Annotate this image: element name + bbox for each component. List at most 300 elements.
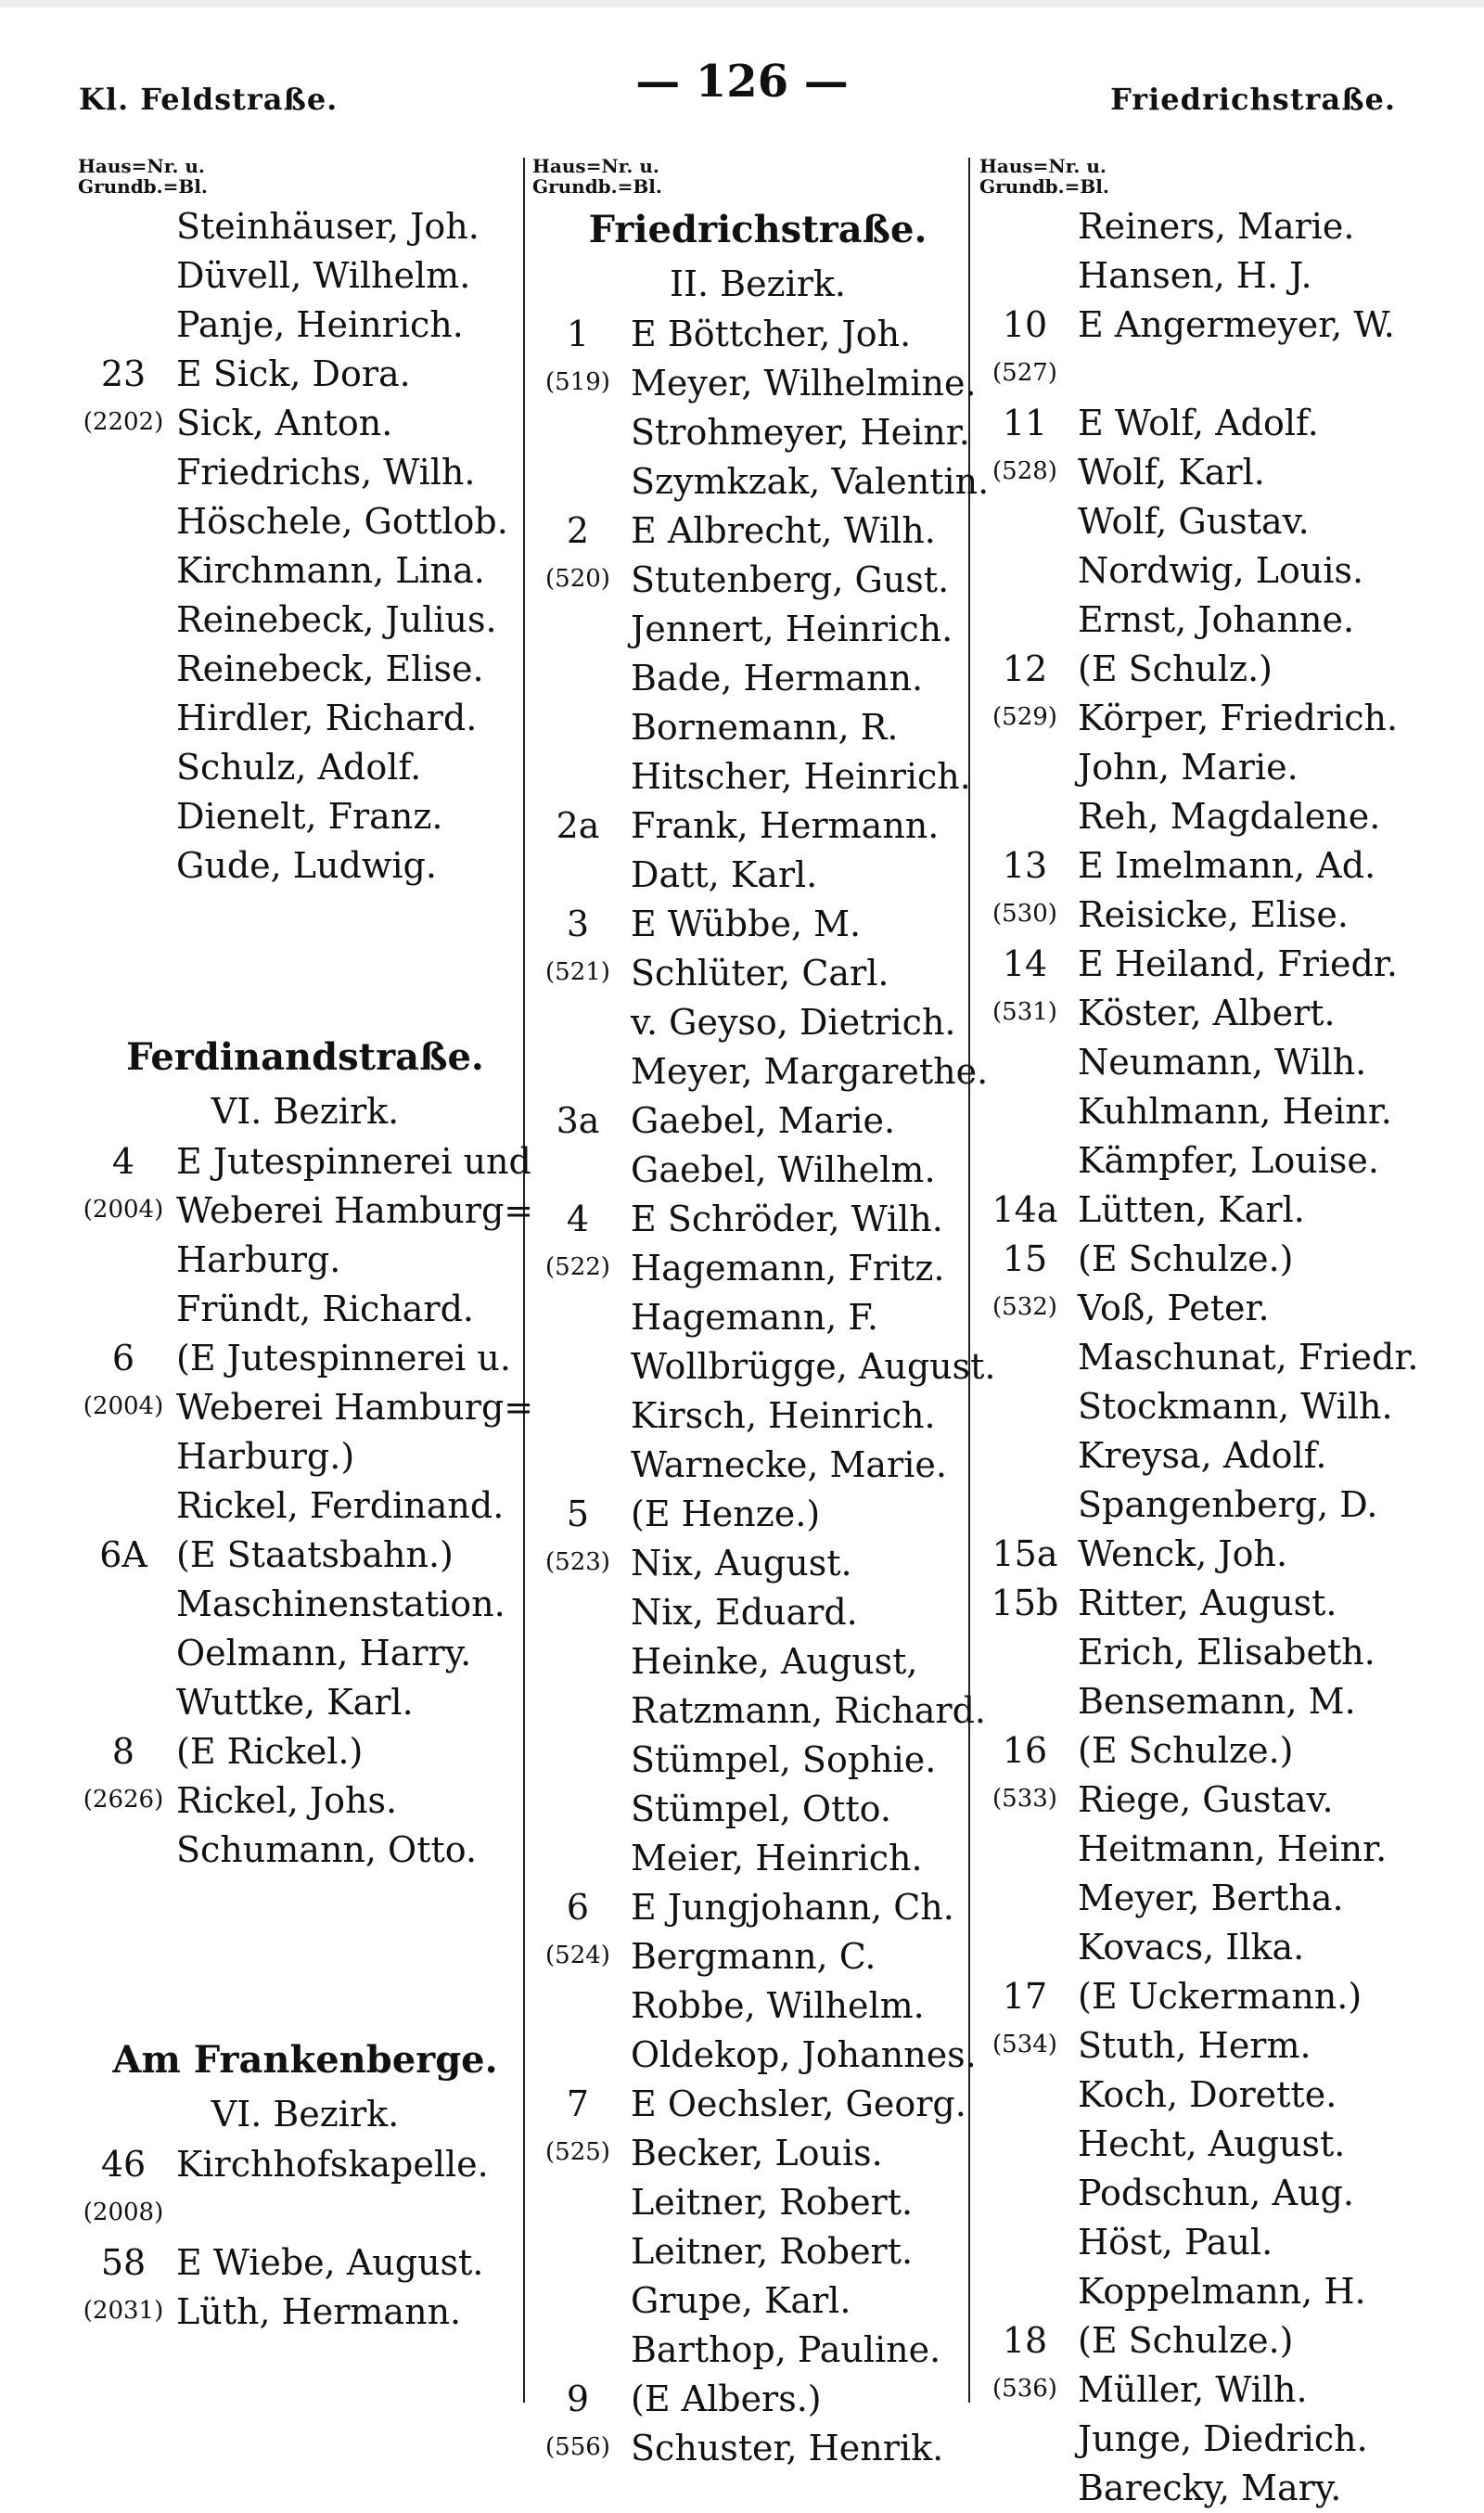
directory-entry: [527, 2227, 970, 2276]
street-heading: Am Frankenberge.: [112, 2038, 498, 2082]
district-heading: VI. Bezirk.: [211, 1091, 400, 1132]
resident-name: Steinhäuser, Joh.: [176, 206, 480, 247]
resident-name: Gaebel, Wilhelm.: [631, 1149, 936, 1190]
house-number: 18: [1002, 2320, 1048, 2361]
resident-name: Wuttke, Karl.: [176, 1682, 414, 1723]
directory-entry: [527, 1293, 970, 1342]
directory-entry: [72, 350, 519, 399]
house-number: 6A: [99, 1534, 147, 1575]
directory-entry: [72, 2189, 519, 2238]
directory-entry: [527, 1834, 970, 1883]
resident-name: (E Henze.): [631, 1494, 821, 1534]
resident-name: Wollbrügge, August.: [631, 1346, 996, 1387]
house-number: 10: [1002, 304, 1048, 345]
resident-name: Düvell, Wilhelm.: [176, 255, 471, 296]
house-number: (520): [545, 565, 610, 593]
house-number: 7: [566, 2083, 590, 2124]
resident-name: Gaebel, Marie.: [631, 1100, 896, 1141]
entry-list: [72, 202, 519, 891]
directory-entry: [527, 752, 970, 801]
page-edge: [0, 0, 1484, 7]
resident-name: Kirsch, Heinrich.: [631, 1395, 936, 1436]
running-head-left: Kl. Feldstraße.: [79, 82, 339, 117]
directory-entry: [974, 940, 1410, 989]
house-number: 2: [566, 510, 590, 551]
resident-name: Kovacs, Ilka.: [1078, 1927, 1305, 1968]
resident-name: E Schröder, Wilh.: [631, 1199, 943, 1239]
directory-entry: [72, 792, 519, 841]
resident-name: Barecky, Mary.: [1078, 2468, 1342, 2508]
house-number: 23: [100, 353, 147, 394]
resident-name: Junge, Diedrich.: [1078, 2418, 1368, 2459]
resident-name: v. Geyso, Dietrich.: [631, 1002, 956, 1043]
directory-entry: [72, 1531, 519, 1580]
resident-name: (E Staatsbahn.): [176, 1534, 454, 1575]
directory-entry: [527, 654, 970, 703]
resident-name: Harburg.): [176, 1436, 355, 1477]
resident-name: Koch, Dorette.: [1078, 2074, 1337, 2115]
directory-entry: [527, 703, 970, 752]
resident-name: Stutenberg, Gust.: [631, 559, 950, 600]
directory-entry: [974, 2071, 1410, 2120]
directory-entry: [527, 851, 970, 900]
directory-entry: [527, 1195, 970, 1244]
house-number: (2004): [83, 1196, 164, 1224]
column-header-line2: Grundb.=Bl.: [979, 175, 1109, 198]
resident-name: Becker, Louis.: [631, 2133, 883, 2173]
directory-entry: [527, 1342, 996, 1391]
directory-entry: [527, 359, 977, 408]
resident-name: Nix, August.: [631, 1543, 852, 1583]
directory-entry: [72, 1285, 519, 1334]
resident-name: Heitmann, Heinr.: [1078, 1828, 1388, 1869]
resident-name: Lütten, Karl.: [1078, 1189, 1305, 1230]
resident-name: Dienelt, Franz.: [176, 796, 443, 837]
column-header-line1: Haus=Nr. u.: [532, 155, 659, 177]
resident-name: Weberei Hamburg=: [176, 1190, 534, 1231]
entry-list: [527, 310, 996, 2473]
directory-entry: [72, 1432, 519, 1481]
resident-name: Reisicke, Elise.: [1078, 894, 1349, 935]
directory-entry: [974, 1776, 1410, 1825]
directory-entry: [527, 1391, 970, 1441]
resident-name: (E Jutespinnerei u.: [176, 1338, 511, 1378]
house-number: 15: [1002, 1238, 1048, 1279]
directory-entry: [974, 694, 1410, 743]
directory-entry: [974, 841, 1410, 891]
house-number: 13: [1002, 845, 1048, 886]
directory-entry: [527, 1785, 970, 1834]
directory-entry: [527, 1047, 989, 1096]
resident-name: John, Marie.: [1078, 747, 1298, 788]
resident-name: Barthop, Pauline.: [631, 2329, 941, 2370]
resident-name: Heinke, August,: [631, 1641, 918, 1682]
resident-name: E Wübbe, M.: [631, 904, 862, 944]
resident-name: Strohmeyer, Heinr.: [631, 412, 970, 453]
section-gap: [72, 1875, 519, 2032]
house-number: 5: [566, 1494, 590, 1534]
directory-entry: [527, 457, 990, 506]
directory-entry: [72, 497, 519, 546]
resident-name: Meyer, Bertha.: [1078, 1878, 1344, 1918]
house-number: 15a: [991, 1533, 1058, 1574]
resident-name: Ritter, August.: [1078, 1583, 1337, 1623]
resident-name: Fründt, Richard.: [176, 1289, 474, 1329]
directory-entry: [72, 1236, 519, 1285]
directory-entry: [527, 2129, 970, 2178]
directory-entry: [72, 301, 519, 350]
section-gap: [72, 891, 519, 1030]
directory-entry: [527, 900, 970, 949]
directory-entry: [974, 1874, 1410, 1923]
resident-name: E Heiland, Friedr.: [1078, 943, 1398, 984]
directory-entry: [72, 399, 519, 448]
directory-entry: [974, 1825, 1410, 1874]
resident-name: Hagemann, Fritz.: [631, 1248, 945, 1289]
directory-entry: [72, 1481, 519, 1531]
resident-name: Schumann, Otto.: [176, 1829, 478, 1870]
directory-entry: [974, 251, 1410, 301]
house-number: (531): [992, 998, 1057, 1026]
directory-entry: [527, 2424, 970, 2473]
resident-name: Grupe, Karl.: [631, 2280, 851, 2321]
resident-name: Hirdler, Richard.: [176, 698, 478, 738]
resident-name: Gude, Ludwig.: [176, 845, 437, 886]
resident-name: Maschunat, Friedr.: [1078, 1337, 1419, 1378]
resident-name: Panje, Heinrich.: [176, 304, 464, 345]
column-header-line2: Grundb.=Bl.: [78, 175, 208, 198]
entry-list: [72, 1137, 534, 1875]
resident-name: Reh, Magdalene.: [1078, 796, 1381, 837]
house-number: (2202): [83, 408, 164, 436]
resident-name: (E Schulze.): [1078, 1730, 1294, 1771]
resident-name: (E Schulze.): [1078, 2320, 1294, 2361]
directory-entry: [974, 2120, 1410, 2169]
resident-name: Oelmann, Harry.: [176, 1633, 472, 1673]
directory-entry: [527, 556, 970, 605]
directory-entry: [72, 841, 519, 891]
house-number: 14a: [991, 1189, 1058, 1230]
directory-entry: [974, 1628, 1410, 1677]
house-number: (519): [545, 368, 610, 396]
resident-name: E Angermeyer, W.: [1078, 304, 1395, 345]
resident-name: Schuster, Henrik.: [631, 2428, 944, 2468]
directory-entry: [72, 1334, 519, 1383]
directory-entry: [527, 1146, 970, 1195]
directory-entry: [974, 1333, 1419, 1382]
directory-entry: [974, 743, 1410, 792]
entry-list: [974, 202, 1419, 2513]
directory-entry: [974, 399, 1410, 448]
column-3: [974, 155, 1419, 2508]
resident-name: Meyer, Wilhelmine.: [631, 363, 977, 404]
house-number: 4: [566, 1199, 590, 1239]
house-number: 16: [1002, 1730, 1048, 1771]
directory-entry: [527, 998, 970, 1047]
resident-name: E Jungjohann, Ch.: [631, 1887, 954, 1928]
directory-entry: [974, 1677, 1410, 1726]
resident-name: Nix, Eduard.: [631, 1592, 858, 1633]
page-header: [0, 56, 1484, 121]
resident-name: Höschele, Gottlob.: [176, 501, 508, 542]
house-number: (530): [992, 900, 1057, 928]
resident-name: Ratzmann, Richard.: [631, 1690, 986, 1731]
resident-name: Harburg.: [176, 1239, 341, 1280]
directory-entry: [72, 1137, 531, 1186]
directory-entry: [974, 2218, 1410, 2267]
directory-entry: [527, 506, 970, 556]
resident-name: Kreysa, Adolf.: [1078, 1435, 1327, 1476]
resident-name: Szymkzak, Valentin.: [631, 461, 990, 502]
directory-entry: [72, 1383, 534, 1432]
street-heading: Friedrichstraße.: [588, 208, 928, 251]
resident-name: Meyer, Margarethe.: [631, 1051, 989, 1092]
resident-name: Bornemann, R.: [631, 707, 899, 748]
resident-name: Schlüter, Carl.: [631, 953, 889, 994]
directory-entry: [527, 801, 970, 851]
resident-name: E Wolf, Adolf.: [1078, 403, 1319, 443]
resident-name: Sick, Anton.: [176, 403, 393, 443]
resident-name: (E Schulze.): [1078, 1238, 1294, 1279]
house-number: 2a: [556, 805, 600, 846]
resident-name: Ernst, Johanne.: [1078, 599, 1355, 640]
directory-entry: [974, 497, 1410, 546]
house-number: 46: [100, 2144, 147, 2185]
house-number: (533): [992, 1785, 1057, 1813]
resident-name: Kuhlmann, Heinr.: [1078, 1091, 1392, 1132]
directory-entry: [974, 645, 1410, 694]
resident-name: Stümpel, Otto.: [631, 1789, 891, 1829]
directory-entry: [72, 645, 519, 694]
directory-entry: [72, 1678, 519, 1727]
directory-entry: [72, 1580, 519, 1629]
resident-name: (E Albers.): [631, 2378, 822, 2419]
directory-entry: [527, 2031, 977, 2080]
directory-entry: [527, 605, 970, 654]
directory-entry: [974, 792, 1410, 841]
resident-name: Kirchhofskapelle.: [176, 2144, 489, 2185]
directory-entry: [974, 2366, 1410, 2415]
resident-name: Koppelmann, H.: [1078, 2271, 1366, 2312]
resident-name: Frank, Hermann.: [631, 805, 940, 846]
directory-entry: [527, 310, 970, 359]
resident-name: (E Uckermann.): [1078, 1976, 1362, 2017]
directory-entry: [72, 2288, 519, 2337]
directory-entry: [974, 1530, 1410, 1579]
directory-entry: [527, 1244, 970, 1293]
directory-entry: [527, 949, 970, 998]
directory-entry: [527, 1686, 986, 1736]
resident-name: Hagemann, F.: [631, 1297, 878, 1338]
resident-name: Köster, Albert.: [1078, 993, 1336, 1033]
resident-name: Nordwig, Louis.: [1078, 550, 1364, 591]
entry-list: [72, 2140, 519, 2337]
directory-entry: [527, 2080, 970, 2129]
resident-name: Wenck, Joh.: [1078, 1533, 1288, 1574]
resident-name: Bensemann, M.: [1078, 1681, 1356, 1722]
directory-entry: [527, 1588, 970, 1637]
directory-entry: [974, 2267, 1410, 2316]
directory-entry: [527, 1490, 970, 1539]
directory-entry: [974, 350, 1410, 399]
house-number: (2031): [83, 2297, 164, 2325]
directory-entry: [974, 448, 1410, 497]
house-number: (523): [545, 1548, 610, 1576]
directory-entry: [974, 1382, 1410, 1431]
running-head-right: Friedrichstraße.: [1110, 82, 1396, 117]
column-header: [78, 156, 519, 202]
resident-name: Rickel, Ferdinand.: [176, 1485, 505, 1526]
directory-entry: [974, 1579, 1410, 1628]
house-number: 14: [1002, 943, 1048, 984]
resident-name: Weberei Hamburg=: [176, 1387, 534, 1428]
page-number: — 126 —: [635, 56, 849, 108]
directory-entry: [974, 1038, 1410, 1087]
directory-entry: [974, 1972, 1410, 2021]
column-2: [527, 155, 996, 2468]
house-number: (525): [545, 2138, 610, 2166]
directory-entry: [974, 891, 1410, 940]
resident-name: Datt, Karl.: [631, 854, 818, 895]
directory-entry: [72, 202, 519, 251]
directory-entry: [527, 1883, 970, 1932]
house-number: (528): [992, 457, 1057, 485]
resident-name: Voß, Peter.: [1078, 1288, 1270, 1328]
column-header-line1: Haus=Nr. u.: [979, 155, 1107, 177]
resident-name: E Albrecht, Wilh.: [631, 510, 936, 551]
directory-entry: [527, 1441, 970, 1490]
house-number: (536): [992, 2375, 1057, 2403]
house-number: 58: [100, 2242, 147, 2283]
resident-name: Wolf, Gustav.: [1078, 501, 1310, 542]
house-number: (522): [545, 1253, 610, 1281]
directory-entry: [974, 2169, 1410, 2218]
directory-entry: [527, 2375, 970, 2424]
house-number: (529): [992, 703, 1057, 731]
directory-entry: [974, 1087, 1410, 1136]
directory-entry: [527, 1637, 970, 1686]
resident-name: Wolf, Karl.: [1078, 452, 1265, 493]
resident-name: Meier, Heinrich.: [631, 1838, 923, 1878]
resident-name: E Böttcher, Joh.: [631, 314, 912, 354]
directory-entry: [527, 2326, 970, 2375]
house-number: 3: [566, 904, 590, 944]
house-number: 11: [1002, 403, 1048, 443]
directory-entry: [527, 2178, 970, 2227]
resident-name: Stuth, Herm.: [1078, 2025, 1311, 2066]
resident-name: Podschun, Aug.: [1078, 2173, 1354, 2213]
house-number: (556): [545, 2433, 610, 2461]
resident-name: Kirchmann, Lina.: [176, 550, 485, 591]
resident-name: E Jutespinnerei und: [176, 1141, 531, 1182]
directory-entry: [974, 1186, 1410, 1235]
house-number: (534): [992, 2031, 1057, 2058]
directory-entry: [974, 1726, 1410, 1776]
directory-entry: [527, 1736, 970, 1785]
directory-entry: [974, 2316, 1410, 2366]
resident-name: E Oechsler, Georg.: [631, 2083, 966, 2124]
directory-entry: [974, 2464, 1410, 2513]
house-number: 12: [1002, 648, 1048, 689]
resident-name: Höst, Paul.: [1078, 2222, 1273, 2263]
resident-name: Müller, Wilh.: [1078, 2369, 1308, 2410]
directory-entry: [974, 202, 1410, 251]
district-heading: II. Bezirk.: [669, 263, 847, 304]
house-number: (521): [545, 958, 610, 986]
resident-name: Schulz, Adolf.: [176, 747, 422, 788]
resident-name: E Wiebe, August.: [176, 2242, 484, 2283]
directory-entry: [527, 1932, 970, 1981]
directory-entry: [72, 2238, 519, 2288]
directory-entry: [72, 448, 519, 497]
street-heading: Ferdinandstraße.: [126, 1035, 484, 1079]
house-number: 1: [566, 314, 590, 354]
resident-name: Erich, Elisabeth.: [1078, 1632, 1375, 1673]
house-number: 9: [566, 2378, 590, 2419]
directory-entry: [974, 596, 1410, 645]
district-heading: VI. Bezirk.: [211, 2094, 400, 2135]
resident-name: Reinebeck, Julius.: [176, 599, 497, 640]
directory-entry: [527, 1539, 970, 1588]
column-header-line2: Grundb.=Bl.: [532, 175, 662, 198]
resident-name: Oldekop, Johannes.: [631, 2034, 977, 2075]
house-number: 4: [111, 1141, 135, 1182]
resident-name: Hecht, August.: [1078, 2123, 1346, 2164]
resident-name: Maschinenstation.: [176, 1583, 505, 1624]
house-number: 8: [111, 1731, 135, 1772]
resident-name: Lüth, Hermann.: [176, 2291, 462, 2332]
directory-entry: [72, 1186, 534, 1236]
resident-name: Hitscher, Heinrich.: [631, 756, 971, 797]
resident-name: E Sick, Dora.: [176, 353, 411, 394]
resident-name: Hansen, H. J.: [1078, 255, 1312, 296]
house-number: (532): [992, 1293, 1057, 1321]
directory-entry: [527, 408, 970, 457]
resident-name: Leitner, Robert.: [631, 2182, 914, 2223]
resident-name: Kämpfer, Louise.: [1078, 1140, 1379, 1181]
house-number: 17: [1002, 1976, 1048, 2017]
directory-entry: [974, 2415, 1410, 2464]
directory-entry: [72, 251, 519, 301]
resident-name: Friedrichs, Wilh.: [176, 452, 476, 493]
house-number: (524): [545, 1942, 610, 1969]
directory-entry: [974, 1923, 1410, 1972]
directory-entry: [527, 1096, 970, 1146]
directory-entry: [527, 1981, 970, 2031]
resident-name: Reinebeck, Elise.: [176, 648, 484, 689]
house-number: (527): [992, 359, 1057, 387]
directory-entry: [72, 743, 519, 792]
directory-entry: [72, 1776, 519, 1826]
house-number: (2008): [83, 2199, 164, 2226]
directory-entry: [527, 2276, 970, 2326]
resident-name: Bergmann, C.: [631, 1936, 876, 1977]
directory-entry: [974, 989, 1410, 1038]
house-number: (2626): [83, 1786, 164, 1814]
resident-name: Stümpel, Sophie.: [631, 1739, 937, 1780]
resident-name: Jennert, Heinrich.: [631, 609, 953, 649]
resident-name: Riege, Gustav.: [1078, 1779, 1334, 1820]
directory-entry: [974, 1284, 1410, 1333]
directory-entry: [72, 694, 519, 743]
resident-name: Reiners, Marie.: [1078, 206, 1355, 247]
resident-name: Spangenberg, D.: [1078, 1484, 1378, 1525]
resident-name: Stockmann, Wilh.: [1078, 1386, 1393, 1427]
house-number: 3a: [556, 1100, 600, 1141]
resident-name: (E Rickel.): [176, 1731, 364, 1772]
directory-entry: [72, 1629, 519, 1678]
resident-name: Leitner, Robert.: [631, 2231, 914, 2272]
